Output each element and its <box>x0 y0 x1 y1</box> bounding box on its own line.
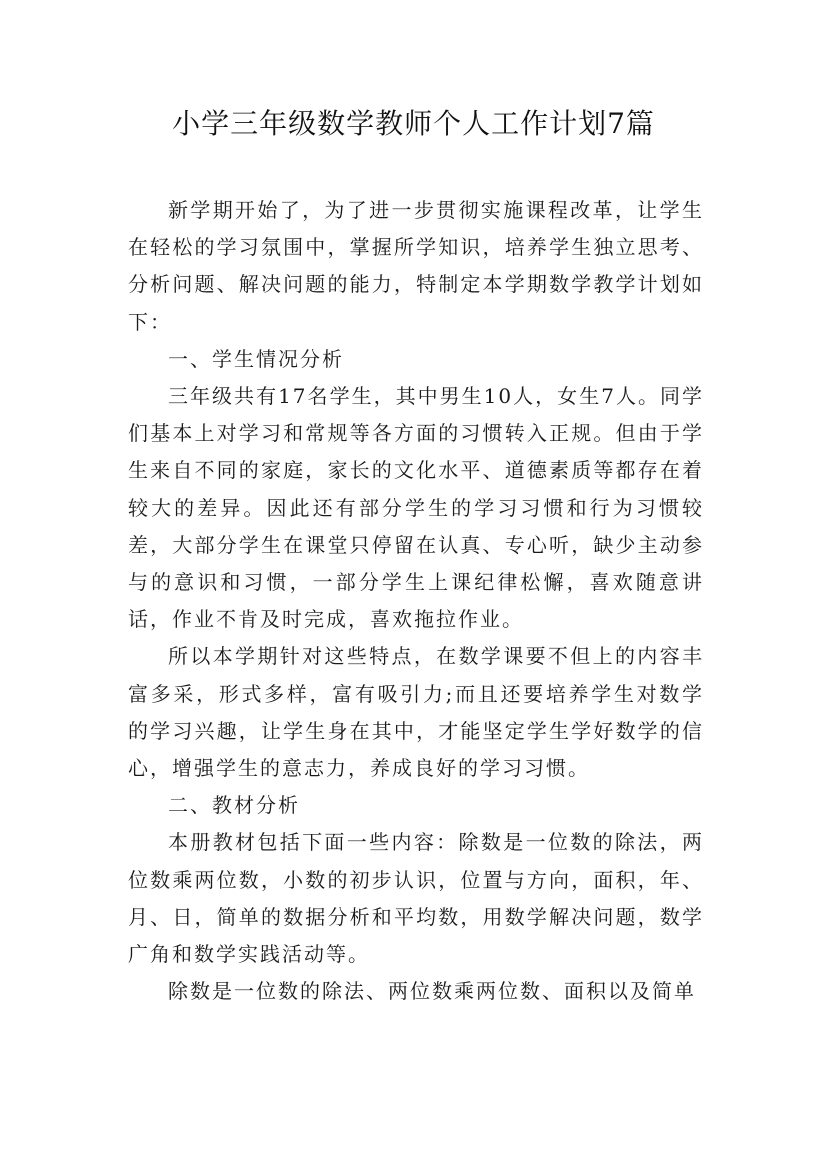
intro-paragraph: 新学期开始了，为了进一步贯彻实施课程改革，让学生在轻松的学习氛围中，掌握所学知识，培养学生独立思考、分析问题、解决问题的能力，特制定本学期数学教学计划如下： <box>128 198 704 334</box>
section-heading-student-analysis: 一、学生情况分析 <box>168 346 344 371</box>
textbook-content-paragraph: 本册教材包括下面一些内容：除数是一位数的除法，两位数乘两位数，小数的初步认识，位置与方向，面积，年、月、日，简单的数据分析和平均数，用数学解决问题，数学广角和数学实践活动等。 <box>128 830 704 967</box>
student-analysis-paragraph: 三年级共有17名学生，其中男生10人，女生7人。同学们基本上对学习和常规等各方面的习惯转入正规。但由于学生来自不同的家庭，家长的文化水平、道德素质等都存在着较大的差异。因此还有部分学生的学习习惯和行为习惯较差，大部分学生在课堂只停留在认真、专心听，缺少主动参与的意识和习惯，一部分学生上课纪律松懈，喜欢随意讲话，作业不肯及时完成，喜欢拖拉作业。 <box>128 384 704 632</box>
textbook-focus-paragraph: 除数是一位数的除法、两位数乘两位数、面积以及简单 <box>168 979 696 1004</box>
document-title: 小学三年级数学教师个人工作计划7篇 <box>172 107 655 140</box>
student-plan-paragraph: 所以本学期针对这些特点，在数学课要不但上的内容丰富多采，形式多样，富有吸引力;而且还要培养学生对数学的学习兴趣，让学生身在其中，才能坚定学生学好数学的信心，增强学生的意志力，养成良好的学习习惯。 <box>128 644 704 781</box>
section-heading-textbook-analysis: 二、教材分析 <box>168 793 300 818</box>
document-body <box>128 192 704 1010</box>
